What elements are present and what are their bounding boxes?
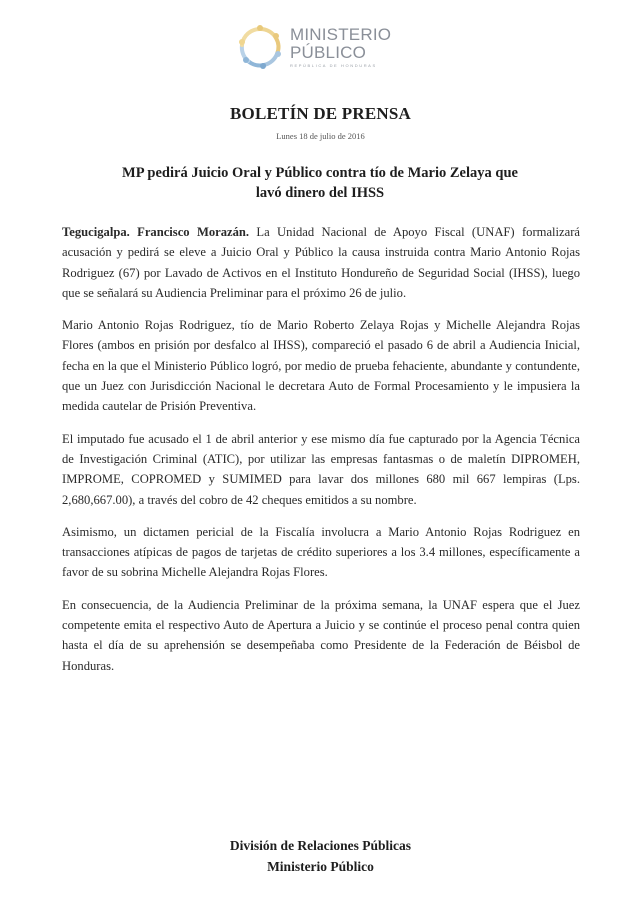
dateline: Tegucigalpa. Francisco Morazán. [62, 225, 250, 239]
logo-subline: REPÚBLICA DE HONDURAS [290, 63, 377, 68]
headline-line-1: MP pedirá Juicio Oral y Público contra tío de Mario Zelaya que [122, 165, 518, 181]
logo-circle-of-people-icon [236, 23, 284, 71]
logo-line-ministerio: MINISTERIO [290, 25, 392, 44]
paragraph-1 [62, 222, 580, 303]
bulletin-date: Lunes 18 de julio de 2016 [276, 131, 365, 141]
ministerio-publico-logo [236, 22, 406, 72]
headline [70, 163, 570, 203]
headline-line-2: lavó dinero del IHSS [255, 185, 385, 201]
paragraph-3: El imputado fue acusado el 1 de abril anterior y ese mismo día fue capturado por la Agencia Técnica de Investigación Criminal (ATIC), por utilizar las empresas fantasmas o de maletín DIPROMEH, IMPROME, COPROMED y SUMIMED para lavar dos millones 680 mil 667 lempiras (Lps. 2,680,667.00), a través del cobro de 42 cheques emitidos a su nombre. [62, 431, 580, 507]
bulletin-title: BOLETÍN DE PRENSA [230, 104, 411, 123]
paragraph-4: Asimismo, un dictamen pericial de la Fiscalía involucra a Mario Antonio Rojas Rodriguez en transacciones atípicas de pagos de tarjetas de crédito superiores a los 3.4 millones, específicamente a favor de su sobrina Michelle Alejandra Rojas Flores. [62, 524, 580, 580]
signature-organization: Ministerio Público [267, 859, 374, 874]
logo-wordmark [290, 26, 391, 68]
logo-line-publico: PÚBLICO [290, 43, 367, 62]
paragraph-2: Mario Antonio Rojas Rodriguez, tío de Mario Roberto Zelaya Rojas y Michelle Alejandra Rojas Flores (ambos en prisión por desfalco al IHSS), compareció el pasado 6 de abril a Audiencia Inicial, fecha en la que el Ministerio Público logró, por medio de prueba fehaciente, abundante y contundente, que un Juez con Jurisdicción Nacional le decretara Auto de Formal Procesamiento y le impusiera la medida cautelar de Prisión Preventiva. [62, 318, 580, 414]
paragraph-5: En consecuencia, de la Audiencia Preliminar de la próxima semana, la UNAF espera que el Juez competente emita el respectivo Auto de Apertura a Juicio y se continúe el proceso penal contra quien hasta el día de su aprehensión se desempeñaba como Presidente de la Federación de Béisbol de Honduras. [62, 597, 580, 673]
paragraph-1-text: La Unidad Nacional de Apoyo Fiscal (UNAF) formalizará acusación y pedirá se eleve a Juicio Oral y Público la causa instruida contra Mario Antonio Rojas Rodriguez (67) por Lavado de Activos en el Instituto Hondureño de Seguridad Social (IHSS), luego que se señalará su Audiencia Preliminar para el próximo 26 de julio. [62, 225, 581, 300]
article-body [62, 222, 580, 688]
signature-block [0, 835, 641, 877]
signature-division: División de Relaciones Públicas [229, 838, 412, 853]
